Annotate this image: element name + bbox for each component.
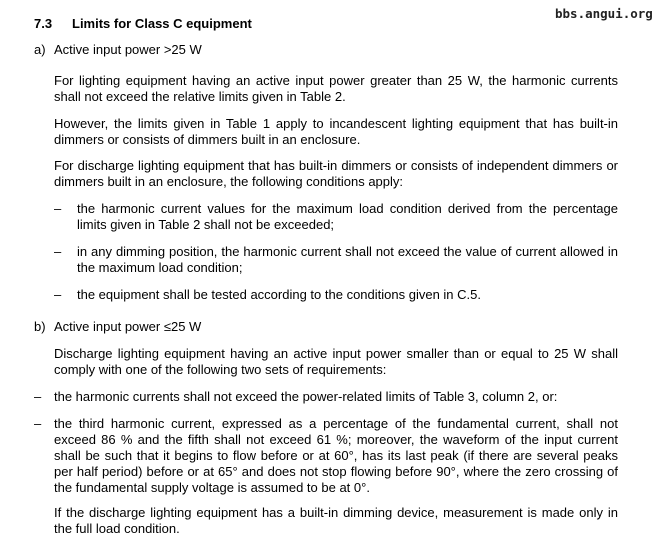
subsection-b-label: b)	[34, 319, 46, 334]
list-item-a1: the harmonic current values for the maximum load condition derived from the percentage limits given in Table 2 shall not be exceeded;	[77, 201, 618, 232]
section-number: 7.3	[34, 16, 53, 31]
list-item-b1: the harmonic currents shall not exceed the power-related limits of Table 3, column 2, or:	[54, 389, 558, 404]
list-item-a3: the equipment shall be tested according to the conditions given in C.5.	[77, 287, 481, 302]
list-dash: –	[34, 416, 42, 431]
list-dash: –	[54, 244, 62, 259]
watermark: bbs.angui.org	[555, 6, 653, 21]
list-dash: –	[54, 201, 62, 216]
list-item-a2: in any dimming position, the harmonic current shall not exceed the value of current allowed in the maximum load condition;	[77, 244, 618, 275]
paragraph-b1: Discharge lighting equipment having an active input power smaller than or equal to 25 W shall comply with one of the following two sets of requirements:	[54, 346, 618, 377]
section-title: Limits for Class C equipment	[72, 16, 252, 31]
subsection-a-heading: Active input power >25 W	[54, 42, 202, 57]
list-dash: –	[54, 287, 62, 302]
subsection-a-label: a)	[34, 42, 46, 57]
paragraph-a1: For lighting equipment having an active input power greater than 25 W, the harmonic currents shall not exceed the relative limits given in Table 2.	[54, 73, 618, 104]
subsection-b-heading: Active input power ≤25 W	[54, 319, 202, 334]
list-item-b2: the third harmonic current, expressed as a percentage of the fundamental current, shall not exceed 86 % and the fifth shall not exceed 61 %; moreover, the waveform of the input current shall be such that it begins to flow before or at 60°, has its last peak (if there are several peaks per half period) before or at 65° and does not stop flowing before 90°, where the zero crossing of the fundamental supply voltage is assumed to be at 0°.	[54, 416, 618, 495]
paragraph-b-final: If the discharge lighting equipment has a built-in dimming device, measurement is made only in the full load condition.	[54, 505, 618, 536]
list-dash: –	[34, 389, 42, 404]
paragraph-a2: However, the limits given in Table 1 apply to incandescent lighting equipment that has built-in dimmers or consists of dimmers built in an enclosure.	[54, 116, 618, 147]
paragraph-a3: For discharge lighting equipment that has built-in dimmers or consists of independent dimmers or dimmers built in an enclosure, the following conditions apply:	[54, 158, 618, 189]
